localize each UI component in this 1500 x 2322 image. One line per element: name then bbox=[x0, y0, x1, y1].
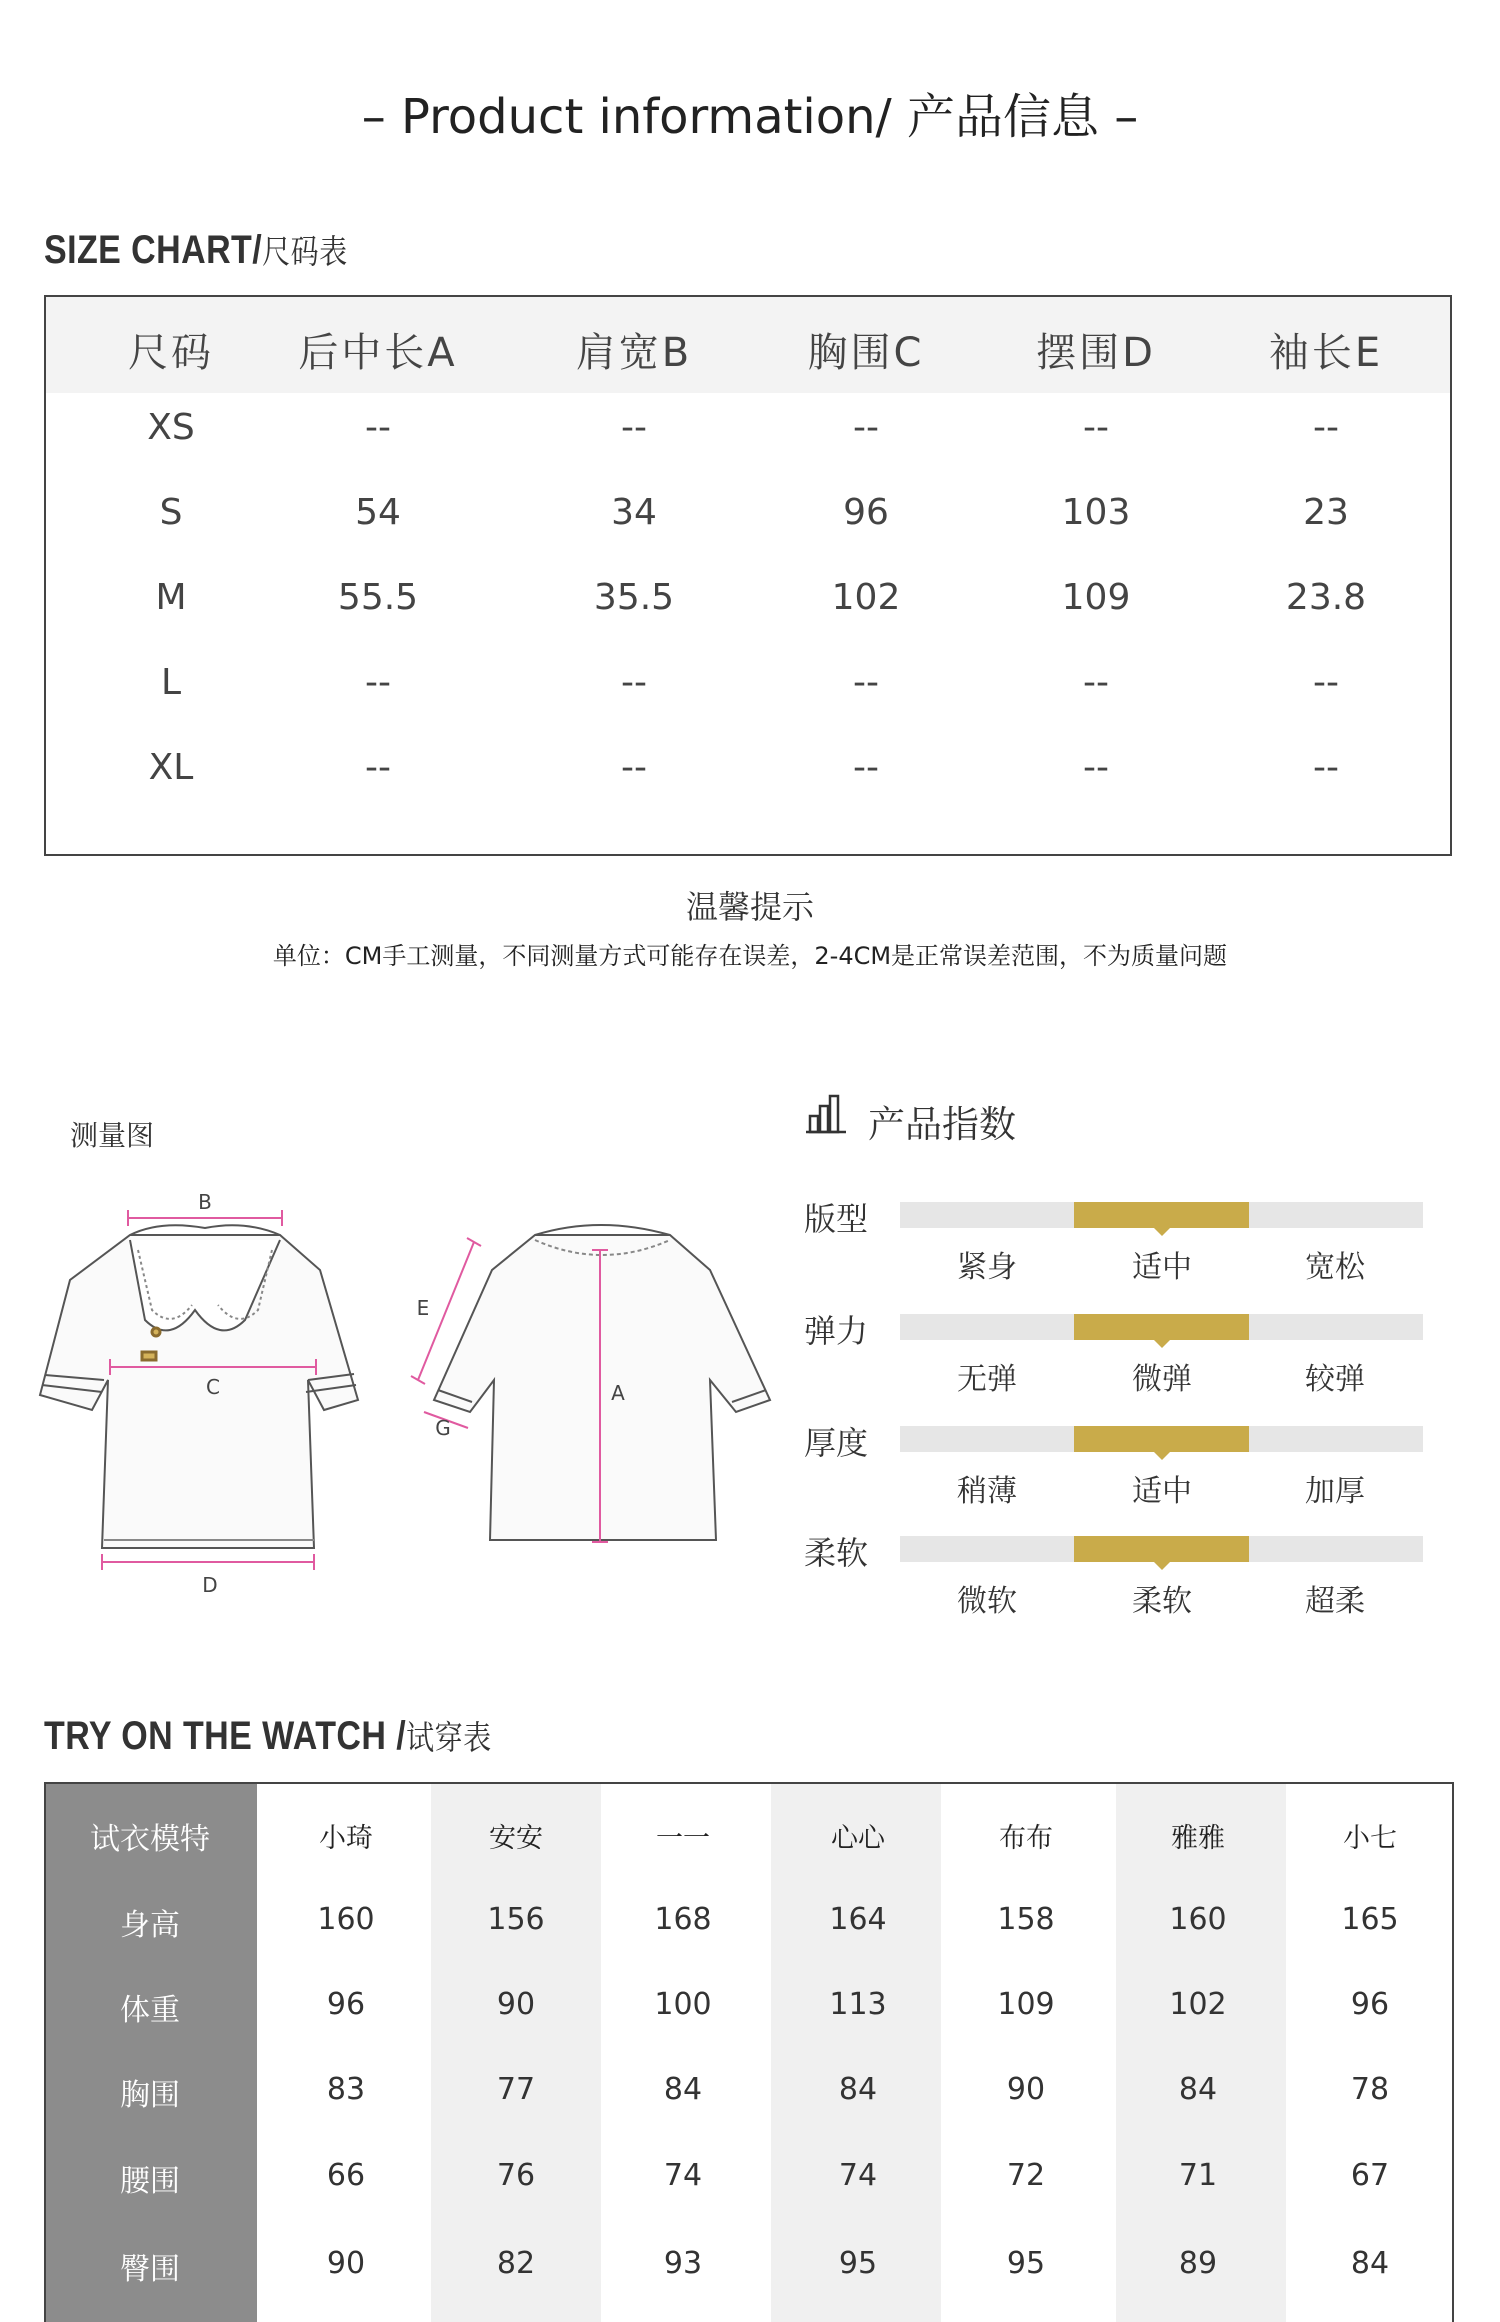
label-a: A bbox=[611, 1381, 625, 1405]
size-value: -- bbox=[853, 407, 879, 448]
size-value: -- bbox=[1313, 407, 1339, 448]
size-header-5: 袖长E bbox=[1268, 330, 1384, 376]
index-option: 超柔 bbox=[1305, 1584, 1365, 1619]
size-label: XL bbox=[148, 747, 194, 788]
tryon-value: 66 bbox=[326, 2158, 366, 2193]
tryon-model-name: 雅雅 bbox=[1171, 1823, 1225, 1854]
tryon-value: 113 bbox=[829, 1987, 887, 2022]
tryon-value: 95 bbox=[1006, 2246, 1046, 2281]
size-value: 55.5 bbox=[337, 577, 419, 618]
size-chart-title-en: SIZE CHART/ bbox=[44, 228, 263, 272]
tryon-value: 156 bbox=[487, 1902, 545, 1937]
size-chart-title-cn: 尺码表 bbox=[262, 232, 348, 271]
tryon-value: 84 bbox=[1350, 2246, 1390, 2281]
index-option: 适中 bbox=[1132, 1474, 1192, 1509]
tryon-value: 90 bbox=[496, 1987, 536, 2022]
tryon-row-label: 胸围 bbox=[120, 2078, 180, 2113]
tryon-value: 102 bbox=[1169, 1987, 1227, 2022]
index-track bbox=[900, 1314, 1423, 1340]
bar-chart-icon bbox=[804, 1092, 848, 1136]
size-value: -- bbox=[365, 407, 391, 448]
index-option: 柔软 bbox=[1132, 1584, 1192, 1619]
tryon-value: 168 bbox=[654, 1902, 712, 1937]
size-value: 96 bbox=[843, 492, 889, 533]
size-chart-title bbox=[44, 226, 348, 273]
tryon-row-label: 试衣模特 bbox=[90, 1822, 210, 1857]
size-chart-header-row bbox=[46, 297, 1450, 393]
tryon-model-name: 小七 bbox=[1343, 1823, 1397, 1854]
size-value: -- bbox=[621, 407, 647, 448]
index-option: 无弹 bbox=[957, 1362, 1017, 1397]
tryon-value: 160 bbox=[317, 1902, 375, 1937]
tryon-value: 77 bbox=[496, 2072, 536, 2107]
tryon-title-cn: 试穿表 bbox=[406, 1718, 492, 1757]
tryon-value: 109 bbox=[997, 1987, 1055, 2022]
size-value: -- bbox=[621, 662, 647, 703]
tryon-row-label: 体重 bbox=[120, 1993, 180, 2028]
index-label: 版型 bbox=[804, 1200, 869, 1238]
tryon-title bbox=[44, 1712, 492, 1759]
size-value: -- bbox=[853, 747, 879, 788]
label-d: D bbox=[202, 1573, 218, 1597]
tryon-value: 74 bbox=[663, 2158, 703, 2193]
tryon-value: 165 bbox=[1341, 1902, 1399, 1937]
index-option: 紧身 bbox=[957, 1250, 1017, 1285]
size-label: XS bbox=[147, 407, 195, 448]
size-value: -- bbox=[853, 662, 879, 703]
size-value: 109 bbox=[1061, 577, 1131, 618]
index-label: 柔软 bbox=[804, 1534, 869, 1572]
back-shirt-drawing bbox=[434, 1225, 770, 1540]
tryon-value: 89 bbox=[1178, 2246, 1218, 2281]
size-header-1: 后中长A bbox=[298, 330, 458, 376]
index-track bbox=[900, 1426, 1423, 1452]
tryon-value: 74 bbox=[838, 2158, 878, 2193]
label-e: E bbox=[416, 1296, 430, 1320]
size-value: 23.8 bbox=[1285, 577, 1367, 618]
index-label: 厚度 bbox=[804, 1424, 869, 1462]
tryon-value: 67 bbox=[1350, 2158, 1390, 2193]
index-notch bbox=[1154, 1452, 1170, 1460]
index-label: 弹力 bbox=[804, 1312, 869, 1350]
tryon-value: 83 bbox=[326, 2072, 366, 2107]
tryon-column-stripe bbox=[771, 1784, 941, 2322]
label-c: C bbox=[206, 1375, 220, 1399]
index-fill bbox=[1074, 1314, 1248, 1340]
size-value: -- bbox=[1083, 662, 1109, 703]
index-option: 宽松 bbox=[1305, 1250, 1365, 1285]
size-value: -- bbox=[1313, 747, 1339, 788]
index-notch bbox=[1154, 1228, 1170, 1236]
tryon-value: 93 bbox=[663, 2246, 703, 2281]
tryon-table bbox=[44, 1782, 1454, 2322]
size-header-3: 胸围C bbox=[807, 330, 925, 376]
tryon-title-en: TRY ON THE WATCH / bbox=[44, 1714, 407, 1758]
tryon-row-label: 身高 bbox=[120, 1908, 180, 1943]
size-value: 102 bbox=[831, 577, 901, 618]
tryon-column-stripe bbox=[1116, 1784, 1286, 2322]
tryon-model-name: 心心 bbox=[831, 1823, 885, 1854]
index-option: 较弹 bbox=[1305, 1362, 1365, 1397]
size-value: 34 bbox=[611, 492, 657, 533]
page-title: – Product information/ 产品信息 – bbox=[361, 89, 1139, 145]
index-track bbox=[900, 1202, 1423, 1228]
tryon-value: 72 bbox=[1006, 2158, 1046, 2193]
index-option: 加厚 bbox=[1305, 1474, 1365, 1509]
size-value: -- bbox=[1313, 662, 1339, 703]
index-option: 稍薄 bbox=[957, 1474, 1017, 1509]
size-value: -- bbox=[1083, 747, 1109, 788]
tryon-value: 84 bbox=[663, 2072, 703, 2107]
tryon-row-label: 臀围 bbox=[120, 2252, 180, 2287]
label-g: G bbox=[435, 1416, 451, 1440]
index-option: 微软 bbox=[957, 1584, 1017, 1619]
index-track bbox=[900, 1536, 1423, 1562]
tryon-column-stripe bbox=[431, 1784, 601, 2322]
tip-text: 单位：CM手工测量，不同测量方式可能存在误差，2-4CM是正常误差范围，不为质量问题 bbox=[272, 942, 1228, 970]
index-fill bbox=[1074, 1426, 1248, 1452]
tryon-value: 96 bbox=[1350, 1987, 1390, 2022]
tip-title: 温馨提示 bbox=[685, 888, 814, 926]
measurement-diagram bbox=[30, 1180, 780, 1600]
tryon-value: 95 bbox=[838, 2246, 878, 2281]
tryon-value: 76 bbox=[496, 2158, 536, 2193]
front-shirt-drawing bbox=[40, 1225, 358, 1548]
size-label: S bbox=[159, 492, 183, 533]
tryon-value: 71 bbox=[1178, 2158, 1218, 2193]
index-option: 微弹 bbox=[1132, 1362, 1192, 1397]
tryon-model-name: 一一 bbox=[656, 1823, 710, 1854]
size-chart-table bbox=[44, 295, 1452, 856]
size-value: 54 bbox=[355, 492, 401, 533]
size-value: -- bbox=[1083, 407, 1109, 448]
tryon-value: 100 bbox=[654, 1987, 712, 2022]
index-notch bbox=[1154, 1562, 1170, 1570]
size-value: -- bbox=[621, 747, 647, 788]
tryon-value: 160 bbox=[1169, 1902, 1227, 1937]
tryon-value: 84 bbox=[1178, 2072, 1218, 2107]
index-fill bbox=[1074, 1202, 1248, 1228]
size-label: M bbox=[155, 577, 187, 618]
tryon-value: 78 bbox=[1350, 2072, 1390, 2107]
size-value: 23 bbox=[1303, 492, 1349, 533]
tryon-model-name: 小琦 bbox=[319, 1823, 373, 1854]
size-value: 35.5 bbox=[593, 577, 675, 618]
index-fill bbox=[1074, 1536, 1248, 1562]
tryon-value: 90 bbox=[1006, 2072, 1046, 2107]
tryon-value: 90 bbox=[326, 2246, 366, 2281]
tryon-value: 84 bbox=[838, 2072, 878, 2107]
index-notch bbox=[1154, 1340, 1170, 1348]
measure-title: 测量图 bbox=[70, 1119, 155, 1152]
size-value: -- bbox=[365, 662, 391, 703]
index-option: 适中 bbox=[1132, 1250, 1192, 1285]
label-b: B bbox=[198, 1190, 212, 1214]
tryon-row-label: 腰围 bbox=[120, 2164, 180, 2199]
tryon-value: 158 bbox=[997, 1902, 1055, 1937]
size-header-0: 尺码 bbox=[128, 330, 214, 376]
size-header-2: 肩宽B bbox=[575, 330, 693, 376]
tryon-model-name: 布布 bbox=[999, 1823, 1053, 1854]
size-header-4: 摆围D bbox=[1036, 330, 1156, 376]
tryon-value: 164 bbox=[829, 1902, 887, 1937]
tryon-model-name: 安安 bbox=[489, 1823, 543, 1854]
size-label: L bbox=[160, 662, 182, 703]
size-value: 103 bbox=[1061, 492, 1131, 533]
tryon-label-column bbox=[46, 1784, 257, 2322]
size-value: -- bbox=[365, 747, 391, 788]
tryon-value: 96 bbox=[326, 1987, 366, 2022]
tryon-value: 82 bbox=[496, 2246, 536, 2281]
index-title: 产品指数 bbox=[868, 1103, 1016, 1146]
